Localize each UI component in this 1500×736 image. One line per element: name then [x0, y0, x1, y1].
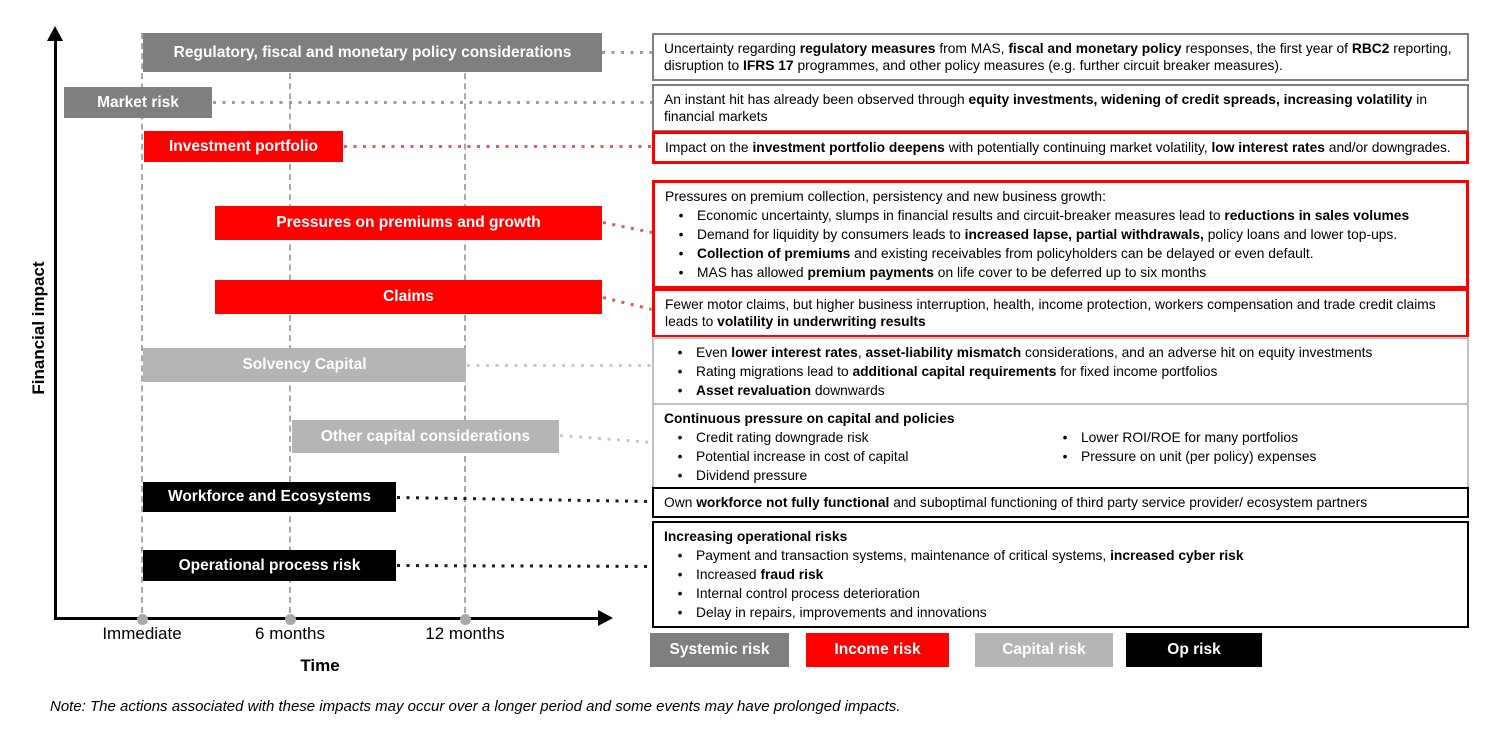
bullet-icon: •	[677, 548, 683, 564]
bullet-item	[665, 206, 1456, 225]
box-text	[665, 187, 1456, 206]
connector-operational-process-risk	[397, 564, 652, 568]
text-segment: low interest rates	[1211, 140, 1325, 155]
text-segment: considerations, and an adverse hit on equity investments	[1021, 345, 1373, 360]
connector-market-risk	[213, 101, 652, 104]
text-segment: Impact on the	[665, 140, 753, 155]
box-text	[664, 527, 1457, 546]
text-segment: on life cover to be deferred up to six months	[933, 265, 1207, 281]
bullet-item	[664, 447, 1049, 466]
text-segment: MAS has allowed	[697, 265, 808, 281]
bullet-icon: •	[678, 265, 684, 281]
bullet-icon: •	[678, 246, 684, 262]
impact-box-investment-portfolio	[652, 131, 1469, 164]
text-segment: regulatory measures	[799, 41, 936, 56]
tick-label-6-months: 6 months	[255, 624, 325, 643]
tick-label-12-months: 12 months	[425, 624, 505, 643]
bullet-icon: •	[678, 208, 684, 224]
text-segment: asset-liability mismatch	[865, 345, 1022, 360]
legend-income-risk	[806, 633, 949, 667]
bullet-icon: •	[677, 449, 683, 465]
connector-workforce-ecosystems	[397, 496, 652, 503]
impact-box-claims	[652, 288, 1469, 338]
text-segment: Internal control process deterioration	[696, 586, 920, 602]
text-segment: lower interest rates	[731, 345, 858, 360]
bullet-item	[1049, 428, 1457, 447]
bullet-item	[664, 381, 1457, 400]
bar-label: Claims	[383, 288, 434, 305]
bullet-text	[696, 547, 1457, 564]
text-segment: downwards	[811, 383, 885, 399]
bar-label: Other capital considerations	[320, 427, 531, 445]
box-text	[664, 39, 1457, 75]
text-segment: Dividend pressure	[696, 468, 808, 484]
x-axis-arrow-icon	[598, 610, 613, 626]
box-columns	[664, 428, 1457, 485]
bar-label: Solvency Capital	[242, 356, 367, 373]
axis-dot-6-months	[285, 614, 296, 625]
text-segment: Continuous pressure on capital and policies	[664, 411, 955, 426]
text-segment: programmes, and other policy measures (e.g. further circuit breaker measures).	[793, 58, 1283, 74]
text-segment: from MAS,	[935, 41, 1009, 56]
axis-dot-immediate	[137, 614, 148, 625]
legend-capital-risk	[975, 633, 1113, 667]
text-segment: in financial markets	[664, 92, 1428, 125]
text-segment: equity investments, widening of credit spreads, increasing volatility	[968, 92, 1413, 107]
bullet-text	[696, 382, 1457, 399]
text-segment: Collection of premiums	[697, 246, 851, 262]
bullet-text	[697, 207, 1456, 224]
bullet-text	[696, 585, 1457, 602]
tick-label-immediate: Immediate	[102, 624, 182, 643]
bullet-text	[696, 566, 1457, 583]
bullet-icon: •	[677, 586, 683, 602]
y-axis-arrow-icon	[47, 26, 63, 41]
text-segment: responses, the first year of	[1181, 41, 1352, 56]
impact-box-workforce-ecosystems	[652, 487, 1469, 518]
legend-systemic-risk	[650, 633, 789, 667]
text-segment: with potentially continuing market volatility,	[944, 140, 1212, 155]
bar-regulatory	[143, 33, 602, 72]
bullet-item	[664, 584, 1457, 603]
x-axis-label: Time	[300, 656, 340, 675]
bullet-item	[664, 565, 1457, 584]
bullet-text	[697, 245, 1456, 262]
bullet-icon: •	[677, 468, 683, 484]
box-text	[664, 90, 1457, 126]
legend-label: Capital risk	[1002, 641, 1086, 658]
legend-op-risk	[1126, 633, 1262, 667]
bar-operational-process-risk	[143, 550, 396, 581]
bar-pressures-premiums-growth	[215, 206, 602, 240]
bar-label: Pressures on premiums and growth	[276, 214, 541, 231]
axis-dot-12-months	[460, 614, 471, 625]
bullet-item	[665, 263, 1456, 282]
text-segment: Own	[664, 495, 697, 510]
bullet-icon: •	[677, 383, 683, 399]
text-segment: increased lapse, partial withdrawals,	[964, 227, 1204, 243]
connector-regulatory	[602, 51, 652, 54]
bar-label: Operational process risk	[178, 556, 361, 574]
impact-box-pressures-premiums-growth	[652, 180, 1469, 289]
bullet-text	[696, 604, 1457, 621]
text-segment: reporting, disruption to	[664, 41, 1452, 74]
bullet-text	[696, 363, 1457, 380]
gridline-6-months	[289, 33, 291, 613]
text-segment: Potential increase in cost of capital	[696, 449, 909, 465]
box-text	[664, 409, 1457, 428]
bullet-icon: •	[677, 430, 683, 446]
bullet-item	[664, 428, 1049, 447]
bullet-text	[697, 226, 1456, 243]
text-segment: fiscal and monetary policy	[1008, 41, 1182, 56]
bullet-text	[1081, 448, 1457, 465]
bullet-text	[696, 448, 1049, 465]
legend-label: Systemic risk	[669, 641, 770, 658]
text-segment: Credit rating downgrade risk	[696, 430, 869, 446]
text-segment: Payment and transaction systems, maintenance of critical systems,	[696, 548, 1111, 564]
bar-solvency-capital	[143, 348, 466, 382]
bar-investment-portfolio	[144, 131, 343, 162]
bar-other-capital-considerations	[292, 420, 559, 453]
text-segment: for fixed income portfolios	[1056, 364, 1218, 380]
text-segment: Lower ROI/ROE for many portfolios	[1081, 430, 1298, 446]
bar-claims	[215, 280, 602, 314]
connector-claims	[603, 296, 653, 311]
text-segment: Asset revaluation	[696, 383, 812, 399]
bullet-icon: •	[678, 227, 684, 243]
text-segment: Increasing operational risks	[664, 529, 848, 544]
text-segment: fraud risk	[760, 567, 824, 583]
bullet-item	[1049, 447, 1457, 466]
connector-solvency-capital	[467, 364, 652, 367]
text-segment: Increased	[696, 567, 761, 583]
text-segment: Uncertainty regarding	[664, 41, 800, 56]
bullet-item	[665, 225, 1456, 244]
bullet-item	[664, 603, 1457, 622]
text-segment: Delay in repairs, improvements and innovations	[696, 605, 987, 621]
text-segment: investment portfolio deepens	[752, 140, 945, 155]
text-segment: policy loans and lower top-ups.	[1203, 227, 1398, 243]
text-segment: An instant hit has already been observed through	[664, 92, 969, 107]
bullet-item	[664, 546, 1457, 565]
text-segment: Rating migrations lead to	[696, 364, 853, 380]
bullet-text	[696, 429, 1049, 446]
text-segment: reductions in sales volumes	[1224, 208, 1410, 224]
bullet-text	[1081, 429, 1457, 446]
bullet-icon: •	[1062, 449, 1068, 465]
text-segment: ,	[857, 345, 866, 360]
text-segment: and/or downgrades.	[1324, 140, 1451, 155]
box-column-left	[664, 428, 1049, 485]
text-segment: additional capital requirements	[852, 364, 1057, 380]
bullet-text	[696, 467, 1049, 484]
box-text	[664, 493, 1457, 512]
connector-other-capital-considerations	[560, 434, 652, 444]
impact-box-solvency-capital	[652, 337, 1469, 406]
box-text	[665, 138, 1456, 157]
legend-label: Income risk	[834, 641, 921, 658]
text-segment: Pressure on unit (per policy) expenses	[1081, 449, 1317, 465]
text-segment: increased cyber risk	[1110, 548, 1244, 564]
bar-label: Regulatory, fiscal and monetary policy considerations	[173, 43, 572, 61]
text-segment: Even	[696, 345, 732, 360]
x-axis-line	[54, 617, 600, 620]
text-segment: premium payments	[807, 265, 934, 281]
y-axis-label: Financial impact	[29, 261, 48, 395]
gridline-12-months	[464, 33, 466, 613]
bar-label: Market risk	[97, 93, 179, 111]
connector-pressures-premiums-growth	[603, 221, 653, 234]
impact-box-regulatory	[652, 33, 1469, 81]
y-axis-line	[54, 38, 57, 620]
bullet-text	[697, 264, 1456, 281]
bullet-icon: •	[677, 567, 683, 583]
bullet-item	[664, 466, 1049, 485]
footnote: Note: The actions associated with these impacts may occur over a longer period and some events may have prolonged impacts.	[50, 698, 901, 715]
bullet-item	[664, 362, 1457, 381]
bar-label: Investment portfolio	[169, 137, 318, 155]
bullet-icon: •	[1062, 430, 1068, 446]
bullet-icon: •	[677, 605, 683, 621]
impact-box-operational-process-risk	[652, 521, 1469, 628]
bullet-text	[696, 344, 1457, 361]
bar-workforce-ecosystems	[143, 482, 396, 512]
text-segment: and suboptimal functioning of third party service provider/ ecosystem partners	[889, 495, 1368, 510]
box-column-right	[1049, 428, 1457, 485]
legend-label: Op risk	[1167, 641, 1221, 658]
bullet-icon: •	[677, 364, 683, 380]
text-segment: Demand for liquidity by consumers leads to	[697, 227, 965, 243]
connector-investment-portfolio	[344, 145, 652, 148]
text-segment: RBC2	[1351, 41, 1390, 56]
box-text	[665, 295, 1456, 331]
impact-box-other-capital-considerations	[652, 403, 1469, 491]
text-segment: workforce not fully functional	[696, 495, 890, 510]
bar-market-risk	[64, 87, 212, 118]
bullet-item	[664, 343, 1457, 362]
bullet-icon: •	[677, 345, 683, 360]
text-segment: Economic uncertainty, slumps in financial results and circuit-breaker measures lead to	[697, 208, 1225, 224]
text-segment: and existing receivables from policyholders can be delayed or even default.	[850, 246, 1314, 262]
text-segment: Pressures on premium collection, persistency and new business growth:	[665, 189, 1106, 204]
text-segment: Fewer motor claims, but higher business interruption, health, income protection, workers compensation and trade credit claims leads to	[665, 297, 1436, 330]
impact-box-market-risk	[652, 84, 1469, 132]
text-segment: volatility in underwriting results	[717, 314, 926, 330]
bar-label: Workforce and Ecosystems	[167, 488, 371, 505]
text-segment: IFRS 17	[743, 58, 794, 74]
gridline-immediate	[141, 33, 143, 613]
bullet-item	[665, 244, 1456, 263]
